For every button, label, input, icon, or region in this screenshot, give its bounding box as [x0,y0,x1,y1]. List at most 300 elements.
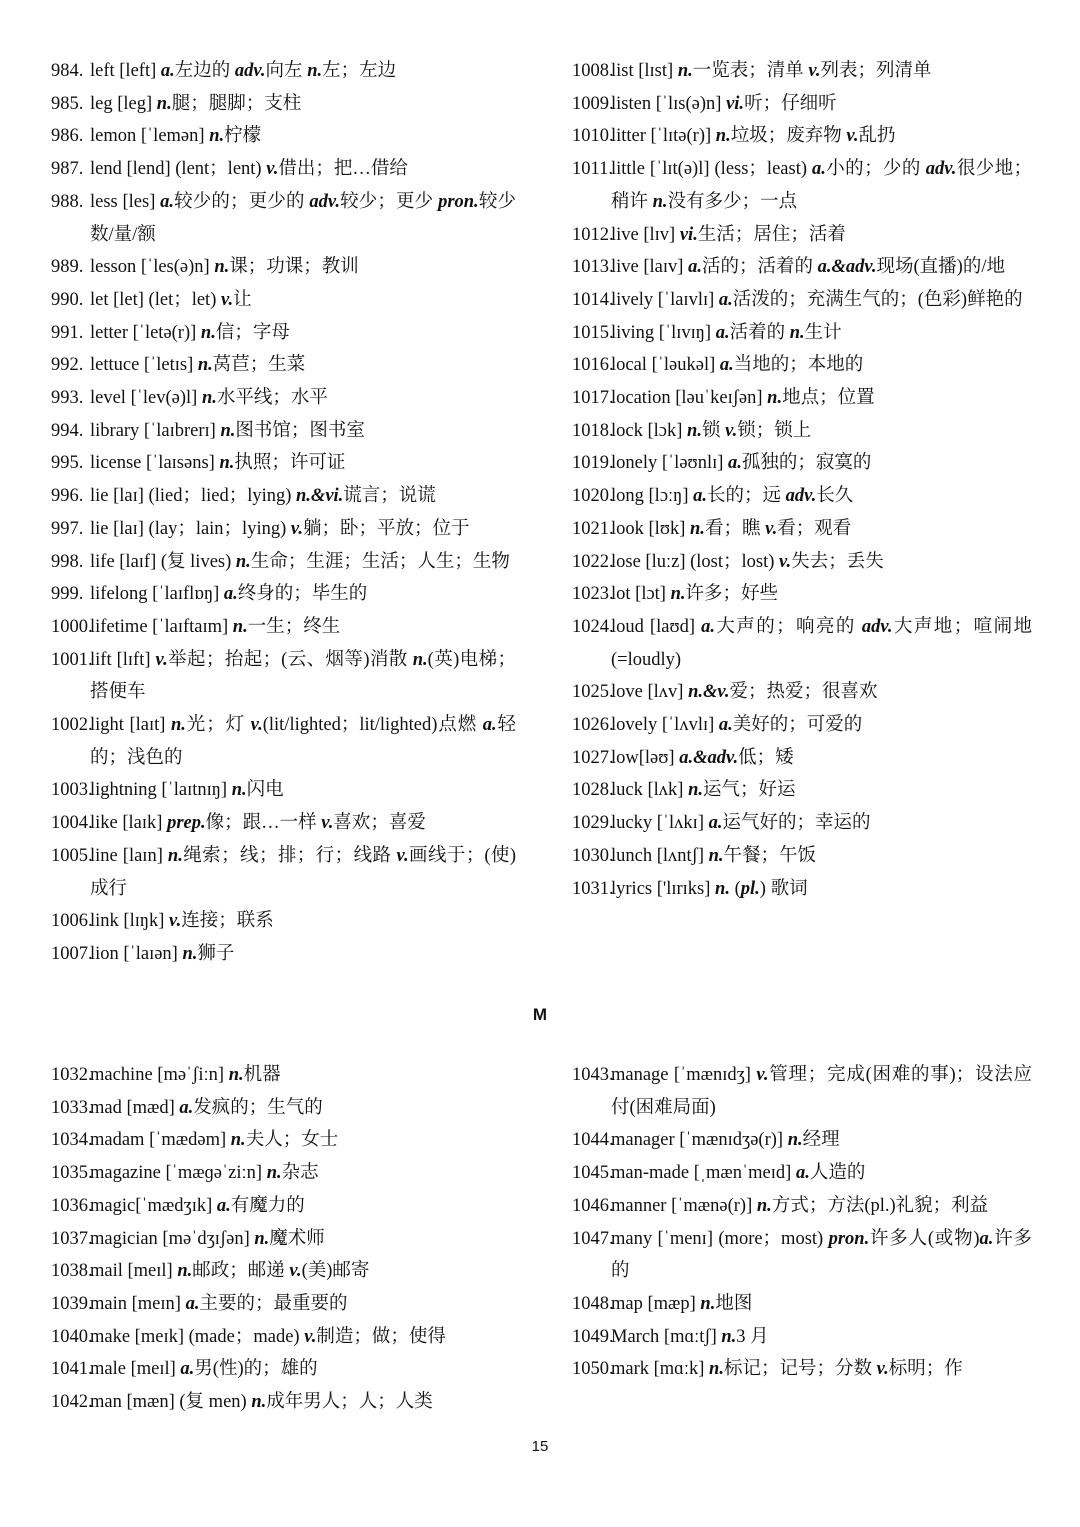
entry-text: like [laɪk] [90,813,168,834]
entry-number: 1049. [572,1326,614,1347]
part-of-speech: a. [688,257,702,278]
part-of-speech: adv. [861,616,893,637]
entry [51,611,516,644]
entry [51,938,516,971]
entry-text: less [les] [90,191,161,212]
entry-number: 1040. [51,1326,93,1347]
entry [572,709,1032,742]
entry-text: 主要的；最重要的 [199,1293,348,1314]
entry-text: manager [ˈmænɪdʒə(r)] [611,1130,788,1151]
part-of-speech: v. [304,1326,317,1347]
entry-number: 1029. [572,813,614,834]
entry-number: 1048. [572,1293,614,1314]
entry-text: lonely [ˈləʊnlɪ] [611,453,729,474]
entry-text: 画线于；(使)成行 [90,845,516,899]
part-of-speech: n. [200,322,216,343]
entry-text: look [lʊk] [611,518,691,539]
entry-text: 地图 [715,1293,753,1314]
entry-number: 1031. [572,878,614,899]
entry-text: 向左 [265,61,308,81]
entry [51,186,516,251]
column-3 [51,1059,516,1419]
entry-text: 较少的；更少的 [174,191,310,212]
entry-text: loud [laʊd] [611,616,702,637]
entry-text: March [mɑːtʃ] [611,1326,722,1347]
part-of-speech: vi. [726,93,745,114]
entry-text: 柠檬 [224,126,262,147]
entry-text: ( [729,878,741,899]
entry-number: 987. [51,159,84,180]
entry-text: left [left] [90,61,161,81]
entry-text: 标记；记号；分数 [723,1359,877,1380]
entry-text: 像；跟…一样 [205,813,322,834]
entry-number: 998. [51,551,84,572]
entry-text: link [lɪŋk] [90,911,170,932]
part-of-speech: a. [728,453,742,474]
part-of-speech: n. [230,1130,246,1151]
entry-number: 1019. [572,453,614,474]
entry-number: 1012. [572,224,614,245]
entry-text: 孤独的；寂寞的 [741,453,872,474]
entry [572,1353,1032,1386]
entry-text: 课；功课；教训 [229,257,359,278]
entry-text: 光；灯 [185,715,251,736]
part-of-speech: n. [787,1130,803,1151]
entry-number: 1020. [572,486,614,507]
part-of-speech: v. [321,813,334,834]
part-of-speech: n. [708,845,724,866]
entry-text: 列表；列清单 [820,61,932,81]
entry-text: male [meɪl] [90,1359,181,1380]
entry [51,807,516,840]
entry [51,1190,516,1223]
entry-text: 很少地；稍许 [611,159,1032,212]
entry [51,1288,516,1321]
entry-text: 杂志 [281,1163,319,1184]
entry-number: 1038. [51,1261,93,1282]
entry-text: (lit/lighted；lit/lighted)点燃 [262,715,483,736]
entry-text: 左边的 [174,61,235,81]
entry-text: 乱扔 [858,126,896,147]
entry-text: 信；字母 [215,322,290,343]
entry-text: 生计 [804,322,842,343]
entry-text: lesson [ˈles(ə)n] [90,257,215,278]
entry-text: 狮子 [197,943,235,964]
part-of-speech: v. [876,1359,889,1380]
entry-text: lion [ˈlaɪən] [90,943,183,964]
entry-text: lovely [ˈlʌvlɪ] [611,715,719,736]
entry-text: live [laɪv] [611,257,689,278]
column-1 [51,55,516,971]
entry-number: 1050. [572,1359,614,1380]
part-of-speech: n.&v. [688,682,730,703]
entry [572,774,1032,807]
entry-text: 小的；少的 [825,159,926,180]
entry-text: local [ˈləukəl] [611,355,720,376]
part-of-speech: n. [182,943,198,964]
part-of-speech: a. [718,715,733,736]
entry [572,611,1032,676]
part-of-speech: a. [223,584,238,605]
entry [572,1157,1032,1190]
entry-number: 1005. [51,845,93,866]
column-2 [572,55,1032,905]
entry-number: 1009. [572,93,614,114]
entry-text: 看；瞧 [704,518,766,539]
entry-text: location [ləuˈkeɪʃən] [611,388,768,409]
part-of-speech: adv. [925,159,957,180]
part-of-speech: a. [979,1228,994,1249]
entry-number: 1030. [572,845,614,866]
part-of-speech: n. [670,584,686,605]
part-of-speech: v. [725,420,738,441]
part-of-speech: adv. [785,486,817,507]
entry [51,644,516,709]
entry-number: 1006. [51,911,93,932]
entry-number: 1013. [572,257,614,278]
entry-text: map [mæp] [611,1293,701,1314]
part-of-speech: adv. [309,191,340,212]
entry-text: 水平线；水平 [216,388,328,409]
entry [51,1059,516,1092]
entry [51,1353,516,1386]
part-of-speech: a. [708,813,723,834]
entry-text: 躺；卧；平放；位于 [303,518,470,539]
entry-text: lemon [ˈlemən] [90,126,210,147]
entry [572,1190,1032,1223]
part-of-speech: n. [170,715,186,736]
part-of-speech: n. [228,1065,244,1085]
entry-text: 活的；活着的 [701,257,818,278]
entry-number: 1032. [51,1065,93,1085]
entry-text: litter [ˈlɪtə(r)] [611,126,716,147]
part-of-speech: a. [185,1293,200,1314]
entry-text: lyrics ['lɪrɪks] [611,878,716,899]
part-of-speech: pl. [740,878,760,899]
part-of-speech: a. [482,715,497,736]
entry-number: 1017. [572,388,614,409]
entry-number: 990. [51,289,84,310]
entry-text: 垃圾；废弃物 [730,126,847,147]
entry-text: lightning [ˈlaɪtnɪŋ] [90,780,232,801]
part-of-speech: n. [201,388,217,409]
entry-text: level [ˈlev(ə)l] [90,388,202,409]
entry-text: little [ˈlɪt(ə)l] (less；least) [611,159,813,180]
part-of-speech: a. [179,1097,194,1118]
entry [572,1288,1032,1321]
entry-text: luck [lʌk] [611,780,689,801]
part-of-speech: n. [412,649,428,670]
entry-text: 经理 [802,1130,840,1151]
entry-text: 大声的；响亮的 [714,616,862,637]
entry [572,513,1032,546]
entry-text: 地点；位置 [782,388,875,409]
entry [572,807,1032,840]
entry-number: 985. [51,93,84,114]
entry [51,55,516,88]
entry [51,88,516,121]
entry-text: lot [lɔt] [611,584,671,605]
entry-text: 爱；热爱；很喜欢 [729,682,878,703]
entry [572,120,1032,153]
entry-number: 1028. [572,780,614,801]
entry [572,349,1032,382]
entry-text: lettuce [ˈletɪs] [90,355,198,376]
entry-text: library [ˈlaɪbrerɪ] [90,420,221,441]
part-of-speech: n. [197,355,213,376]
part-of-speech: n. [652,191,668,212]
part-of-speech: n. [232,616,248,637]
part-of-speech: n. [688,780,703,801]
entry [572,742,1032,775]
entry-text: 轻的；浅色的 [90,715,516,768]
entry-text: 借出；把…借给 [278,159,408,180]
entry-text: 3 月 [736,1326,769,1347]
part-of-speech: n. [715,878,730,899]
entry-text: lie [laɪ] (lied；lied；lying) [90,486,297,507]
entry-text: 生命；生涯；生活；人生；生物 [250,551,510,572]
entry [572,873,1032,906]
entry [572,55,1032,88]
part-of-speech: pron. [438,191,479,212]
entry-text: lifetime [ˈlaɪftaɪm] [90,616,233,637]
entry [572,447,1032,480]
entry [572,840,1032,873]
entry-text: 举起；抬起；(云、烟等)消散 [167,649,413,670]
entry [51,1223,516,1256]
entry-text: 人造的 [809,1163,866,1184]
part-of-speech: n. [231,780,247,801]
part-of-speech: n. [214,257,230,278]
entry-text: lock [lɔk] [611,420,688,441]
entry [51,349,516,382]
entry-text: 方式；方法(pl.)礼貌；利益 [771,1195,989,1216]
part-of-speech: v. [289,1261,302,1282]
entry-text: live [lɪv] [611,224,680,245]
section-header-m: M [532,1005,548,1024]
entry-text: manner [ˈmænə(r)] [611,1195,757,1216]
entry-text: 没有多少；一点 [667,191,798,212]
part-of-speech: a. [701,616,715,637]
entry-text: 大声地；喧闹地(=loudly) [611,616,1032,670]
part-of-speech: a. [795,1163,810,1184]
part-of-speech: v. [846,126,859,147]
entry-text: 左；左边 [322,61,397,81]
entry [51,284,516,317]
entry-text: lunch [lʌntʃ] [611,845,709,866]
entry [572,219,1032,252]
entry-number: 986. [51,126,84,147]
entry [51,840,516,905]
entry-text: mark [mɑːk] [611,1359,710,1380]
entry [51,447,516,480]
part-of-speech: a. [719,355,734,376]
entry-number: 1034. [51,1130,93,1151]
entry [51,480,516,513]
entry-number: 1045. [572,1163,614,1184]
entry [51,513,516,546]
entry-number: 989. [51,257,84,278]
entry [572,1223,1032,1288]
column-4 [572,1059,1032,1386]
part-of-speech: n. [715,126,731,147]
entry-text: 执照；许可证 [234,453,346,474]
entry [572,676,1032,709]
entry-text: magician [məˈdʒɪʃən] [90,1228,255,1249]
entry-number: 1004. [51,813,93,834]
entry-text: 低；矮 [738,747,794,768]
entry-text: 较少数/量/额 [90,191,516,245]
part-of-speech: v. [765,518,778,539]
entry [572,415,1032,448]
part-of-speech: v. [266,159,279,180]
entry-number: 992. [51,355,84,376]
entry-text: list [lɪst] [611,61,678,81]
entry-text: 让 [233,289,252,310]
entry-text: 发疯的；生气的 [193,1097,323,1118]
entry-number: 1025. [572,682,614,703]
entry [572,1124,1032,1157]
entry-text: 许多；好些 [685,584,779,605]
entry-text: lively [ˈlaɪvlɪ] [611,289,719,310]
part-of-speech: v. [396,845,409,866]
entry-number: 1024. [572,616,614,637]
part-of-speech: v. [779,551,792,572]
entry-text: 邮政；邮递 [192,1261,290,1282]
part-of-speech: n. [220,420,236,441]
entry-text: magic[ˈmædʒɪk] [90,1195,217,1216]
entry-text: license [ˈlaɪsəns] [90,453,220,474]
entry [51,120,516,153]
entry-text: man [mæn] (复 men) [90,1392,252,1413]
part-of-speech: v. [169,911,182,932]
part-of-speech: n. [156,93,172,114]
entry-number: 993. [51,388,84,409]
entry [572,88,1032,121]
entry-number: 1015. [572,322,614,343]
entry-number: 1037. [51,1228,93,1249]
entry-text: line [laɪn] [90,845,168,866]
entry-text: 成年男人；人；人类 [266,1392,433,1413]
entry [51,774,516,807]
entry [51,578,516,611]
entry-text: 长的；远 [706,486,786,507]
entry-number: 1022. [572,551,614,572]
entry-text: light [laɪt] [90,715,171,736]
entry-text: 锁 [701,420,726,441]
entry [572,251,1032,284]
part-of-speech: n. [177,1261,193,1282]
entry [572,382,1032,415]
entry-number: 1016. [572,355,614,376]
part-of-speech: adv. [234,61,266,81]
entry-text: machine [məˈʃiːn] [90,1065,229,1085]
entry-text: 魔术师 [269,1228,325,1249]
entry-text: 午餐；午饭 [723,845,817,866]
entry-number: 1023. [572,584,614,605]
part-of-speech: a. [693,486,707,507]
entry-text: 夫人；女士 [245,1130,339,1151]
part-of-speech: n. [690,518,705,539]
part-of-speech: n. [767,388,783,409]
part-of-speech: n. [251,1392,267,1413]
entry-text: 图书馆；图书室 [235,420,365,441]
entry-text: 机器 [243,1065,281,1085]
entry-number: 1042. [51,1392,93,1413]
entry-number: 1008. [572,61,614,81]
entry-text: 长久 [816,486,854,507]
entry-number: 1007. [51,943,93,964]
entry-text: 莴苣；生菜 [212,355,306,376]
entry-text: magazine [ˈmæɡəˈziːn] [90,1163,267,1184]
entry [51,1157,516,1190]
entry-text: letter [ˈletə(r)] [90,322,201,343]
entry-number: 1027. [572,747,614,768]
entry-number: 1002. [51,715,93,736]
entry-text: manage [ˈmænɪdʒ] [611,1065,757,1085]
entry-text: living [ˈlɪvɪŋ] [611,322,716,343]
entry-number: 994. [51,420,84,441]
entry-number: 1039. [51,1293,93,1314]
part-of-speech: a. [160,191,175,212]
entry-text: listen [ˈlɪs(ə)n] [611,93,727,114]
entry-text: let [let] (let；let) [90,289,221,310]
part-of-speech: pron. [828,1228,870,1249]
entry-text: lend [lend] (lent；lent) [90,159,267,180]
part-of-speech: a. [812,159,826,180]
entry-text: 连接；联系 [181,911,274,932]
entry-text: 终身的；毕生的 [237,584,368,605]
entry-text: 许多人(或物) [869,1228,980,1249]
entry-text: man-made [ˌmænˈmeɪd] [611,1163,796,1184]
entry [51,153,516,186]
entry-text: 绳索；线；排；行；线路 [182,845,397,866]
entry-number: 1036. [51,1195,93,1216]
entry-text: long [lɔːŋ] [611,486,694,507]
entry-text: 美好的；可爱的 [732,715,863,736]
entry [51,1124,516,1157]
entry [51,1092,516,1125]
part-of-speech: n. [209,126,225,147]
entry-text: low[ləʊ] [611,747,680,768]
entry-text: 闪电 [246,780,284,801]
entry-text: 锁；锁上 [737,420,812,441]
entry-text: lucky [ˈlʌkɪ] [611,813,709,834]
entry [572,1059,1032,1124]
part-of-speech: n. [789,322,805,343]
entry-text: mad [mæd] [90,1097,180,1118]
part-of-speech: n. [219,453,235,474]
entry [51,1321,516,1354]
entry [572,284,1032,317]
part-of-speech: a. [216,1195,231,1216]
entry-number: 1047. [572,1228,614,1249]
entry-text: leg [leg] [90,93,157,114]
part-of-speech: n. [254,1228,270,1249]
entry-number: 1033. [51,1097,93,1118]
part-of-speech: v. [220,289,234,310]
part-of-speech: a. [160,61,175,81]
entry-number: 1026. [572,715,614,736]
entry-number: 1003. [51,780,93,801]
part-of-speech: n. [756,1195,772,1216]
entry-text: 看；观看 [777,518,852,539]
entry [51,251,516,284]
part-of-speech: a. [718,289,733,310]
entry-text: 较少；更少 [340,191,439,212]
entry [572,578,1032,611]
part-of-speech: v. [155,649,168,670]
